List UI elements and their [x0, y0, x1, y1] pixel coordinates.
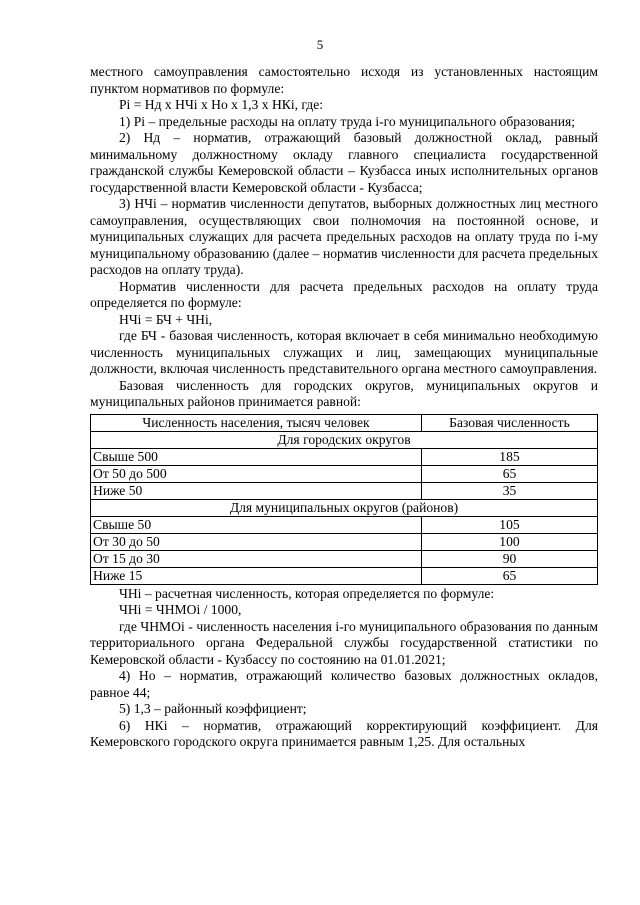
table-header-row — [91, 414, 598, 431]
table-cell: 35 — [422, 482, 598, 499]
item-6: 6) НКi – норматив, отражающий корректирующий коэффициент. Для Кемеровского городского округа принимается равным 1,25. Для остальных — [90, 717, 598, 749]
item-3: 3) НЧi – норматив численности депутатов, выборных должностных лиц местного самоуправления, осуществляющих свои полномочия на постоянной основе, и муниципальных служащих для расчета предельных расходов на оплату труда по i-му муниципальному образованию (далее – норматив численности для расчета предельных расходов на оплату труда). — [90, 196, 598, 277]
table-row — [91, 550, 598, 567]
page-number: 5 — [316, 37, 324, 52]
paragraph-base: Базовая численность для городских округов, муниципальных округов и муниципальных районов принимается равной: — [90, 377, 598, 409]
table-row — [91, 482, 598, 499]
document-body — [90, 64, 598, 751]
table-row — [91, 448, 598, 465]
table-cell: От 30 до 50 — [91, 533, 422, 550]
table-cell: 65 — [422, 567, 598, 584]
table-cell: Ниже 50 — [91, 482, 422, 499]
table-row — [91, 465, 598, 482]
table-header: Базовая численность — [422, 414, 598, 431]
table-cell: 185 — [422, 448, 598, 465]
paragraph-norm: Норматив численности для расчета предельных расходов на оплату труда определяется по формуле: — [90, 278, 598, 310]
item-4: 4) Но – норматив, отражающий количество базовых должностных окладов, равное 44; — [90, 668, 598, 700]
paragraph-intro: местного самоуправления самостоятельно исходя из установленных настоящим пунктом нормативов по формуле: — [90, 64, 598, 96]
item-2: 2) Нд – норматив, отражающий базовый должностной оклад, равный минимальному должностному окладу главного специалиста государственной гражданской службы Кемеровской области – Кузбасса иных исполнительных органов государственной власти Кемеровской области - Кузбасса; — [90, 130, 598, 195]
table-section-row — [91, 499, 598, 516]
base-number-table — [90, 414, 598, 585]
table-header: Численность населения, тысяч человек — [91, 414, 422, 431]
table-cell: 105 — [422, 516, 598, 533]
table-cell: От 50 до 500 — [91, 465, 422, 482]
table-cell: 100 — [422, 533, 598, 550]
formula-chn: ЧНi = ЧНМОi / 1000, — [119, 602, 242, 617]
table-row — [91, 567, 598, 584]
item-1: 1) Pi – предельные расходы на оплату труда i-го муниципального образования; — [119, 113, 576, 129]
table-cell: От 15 до 30 — [91, 550, 422, 567]
table-row — [91, 516, 598, 533]
item-5: 5) 1,3 – районный коэффициент; — [119, 701, 307, 716]
table-cell: Ниже 15 — [91, 567, 422, 584]
formula-nch: НЧi = БЧ + ЧНi, — [119, 311, 213, 327]
table-section-title: Для муниципальных округов (районов) — [91, 499, 598, 516]
table-cell: Свыше 50 — [91, 516, 422, 533]
table-cell: 90 — [422, 550, 598, 567]
paragraph-chn: ЧНi – расчетная численность, которая определяется по формуле: — [119, 585, 495, 601]
paragraph-bch: где БЧ - базовая численность, которая включает в себя минимально необходимую численность муниципальных служащих и лиц, замещающих муниципальные должности, включая численность представительного органа местного самоуправления. — [90, 328, 598, 376]
formula-main: Pi = Нд x НЧi x Но x 1,3 x НКi, где: — [119, 97, 324, 112]
table-section-row — [91, 431, 598, 448]
table-cell: 65 — [422, 465, 598, 482]
paragraph-chnmo: где ЧНМОi - численность населения i-го муниципального образования по данным территориального органа Федеральной службы государственной статистики по Кемеровской области - Кузбассу по состоянию на 01.01.2021; — [90, 618, 598, 667]
table-row — [91, 533, 598, 550]
table-section-title: Для городских округов — [91, 431, 598, 448]
table-cell: Свыше 500 — [91, 448, 422, 465]
